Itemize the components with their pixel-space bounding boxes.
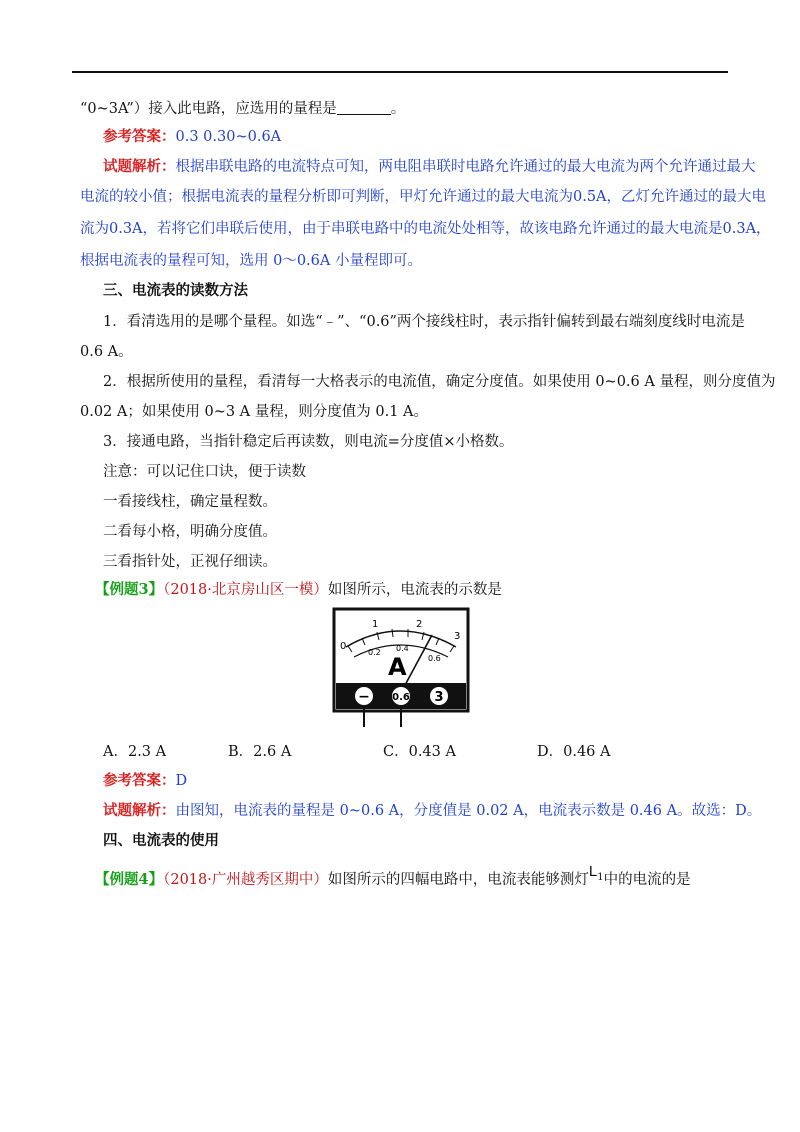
header-rule <box>72 71 728 73</box>
rule-2-line-1: 2．根据所使用的量程，看清每一大格表示的电流值，确定分度值。如果使用 0~0.6 A 量程，则分度值为 <box>103 374 776 390</box>
option-c[interactable]: C．0.43 A <box>383 744 456 760</box>
note-title: 注意：可以记住口诀，便于读数 <box>103 464 306 480</box>
explanation-1-line-3: 流为0.3A，若将它们串联后使用，由于串联电路中的电流处处相等，故该电路允许通过的最大电流是0.3A， <box>80 221 771 237</box>
ammeter-letter: A <box>388 653 407 681</box>
lamp-subscript: 1 <box>597 872 604 883</box>
tick-label-0-4: 0.4 <box>396 644 409 653</box>
ammeter-figure <box>332 607 472 729</box>
terminal-3-label: 3 <box>434 690 444 705</box>
tick-label-2: 2 <box>416 619 423 630</box>
tick-label-0-2: 0.2 <box>368 648 381 657</box>
question-tail: “0~3A”）接入此电路，应选用的量程是 。 <box>80 101 406 117</box>
tick-label-1: 1 <box>372 619 379 630</box>
example-4-heading: 【例题4】（2018·广州越秀区期中）如图所示的四幅电路中，电流表能够测灯$L^1$中的电流的是 <box>95 863 691 888</box>
terminal-0-6-label: 0.6 <box>392 692 410 703</box>
rule-1-line-1: 1．看清选用的是哪个量程。如选“﹣”、“0.6”两个接线柱时，表示指针偏转到最右端刻度线时电流是 <box>103 314 745 330</box>
tick-label-0: 0 <box>340 641 347 652</box>
tick-label-3: 3 <box>454 631 461 642</box>
rule-3: 3．接通电路，当指针稳定后再读数，则电流=分度值×小格数。 <box>103 434 514 450</box>
answer-blank[interactable] <box>337 100 391 115</box>
answer-3: 参考答案：D <box>103 772 188 789</box>
lamp-symbol: L <box>588 863 598 880</box>
option-b[interactable]: B．2.6 A <box>228 744 292 760</box>
explanation-1-line-4: 根据电流表的量程可知，选用 0～0.6A 小量程即可。 <box>80 253 422 269</box>
mnemonic-2: 二看每小格，明确分度值。 <box>103 524 277 540</box>
mnemonic-3: 三看指针处，正视仔细读。 <box>103 554 277 570</box>
explanation-3: 试题解析：由图知，电流表的量程是 0~0.6 A，分度值是 0.02 A，电流表示数是 0.46 A。故选：D。 <box>103 802 762 819</box>
explanation-1-line-1: 试题解析：根据串联电路的电流特点可知，两电阻串联时电路允许通过的最大电流为两个允许通过最大 <box>103 158 756 175</box>
rule-1-line-2: 0.6 A。 <box>80 344 133 360</box>
option-a[interactable]: A．2.3 A <box>103 744 167 760</box>
section-3-title: 三、电流表的读数方法 <box>103 282 248 299</box>
section-4-title: 四、电流表的使用 <box>103 832 219 849</box>
answer-1: 参考答案：0.3 0.30~0.6A <box>103 128 282 145</box>
mnemonic-1: 一看接线柱，确定量程数。 <box>103 494 277 510</box>
terminal-negative-label: − <box>358 689 370 705</box>
example-3-heading: 【例题3】（2018·北京房山区一模）如图所示，电流表的示数是 <box>95 581 502 598</box>
rule-2-line-2: 0.02 A；如果使用 0~3 A 量程，则分度值为 0.1 A。 <box>80 404 429 420</box>
tick-label-0-6: 0.6 <box>428 654 441 663</box>
option-d[interactable]: D．0.46 A <box>537 744 611 760</box>
explanation-1-line-2: 电流的较小值；根据电流表的量程分析即可判断，甲灯允许通过的最大电流为0.5A，乙灯允许通过的最大电 <box>80 189 767 205</box>
